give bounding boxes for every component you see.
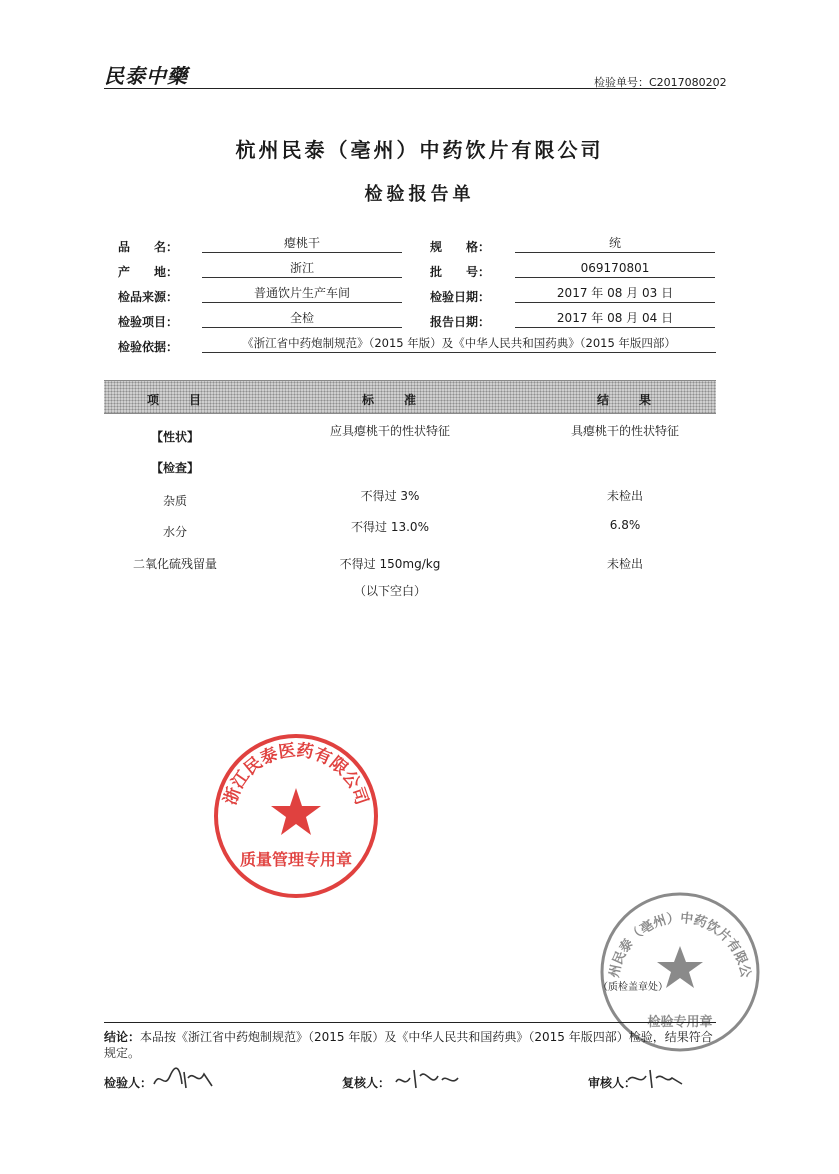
inspection-number: 检验单号：C2017080202 bbox=[594, 76, 727, 89]
row-moisture-standard: 不得过 13.0% bbox=[351, 520, 429, 534]
conclusion-divider bbox=[104, 1022, 716, 1023]
row-impurity-standard: 不得过 3% bbox=[360, 489, 420, 503]
company-logo: 民泰中藥 bbox=[104, 64, 188, 88]
seal-star-icon bbox=[271, 788, 321, 835]
conclusion bbox=[104, 1029, 716, 1061]
reviewer-label: 复核人： bbox=[342, 1076, 391, 1090]
row-appearance-result: 具瘪桃干的性状特征 bbox=[570, 424, 679, 438]
report-title: 检验报告单 bbox=[364, 184, 475, 205]
conclusion-label: 结论： bbox=[104, 1030, 141, 1044]
source-value: 普通饮片生产车间 bbox=[202, 284, 402, 303]
inspector-signature bbox=[150, 1064, 220, 1094]
spec-value: 统 bbox=[515, 234, 715, 253]
reviewer-signature bbox=[392, 1064, 462, 1094]
row-impurity-name: 杂质 bbox=[162, 494, 187, 508]
row-inspection-name: 【检查】 bbox=[150, 461, 199, 475]
row-so2-name: 二氧化硫残留量 bbox=[132, 557, 217, 571]
product-label: 品 名： bbox=[118, 240, 179, 254]
row-appearance-name: 【性状】 bbox=[150, 430, 199, 444]
report-date-label: 报告日期： bbox=[430, 315, 491, 329]
batch-value: 069170801 bbox=[515, 259, 715, 278]
seal-top-text: 浙江民泰医药有限公司 bbox=[220, 740, 372, 808]
source-label: 检品来源： bbox=[118, 290, 179, 304]
quality-seal bbox=[210, 730, 382, 902]
product-value: 瘪桃干 bbox=[202, 234, 402, 253]
origin-label: 产 地： bbox=[118, 265, 179, 279]
inspect-date-value: 2017 年 08 月 03 日 bbox=[515, 284, 715, 303]
blank-note: （以下空白） bbox=[353, 584, 426, 598]
basis-value: 《浙江省中药炮制规范》（2015 年版）及《中华人民共和国药典》（2015 年版四部） bbox=[202, 334, 716, 353]
origin-value: 浙江 bbox=[202, 259, 402, 278]
gray-seal-top-text: 州民泰（亳州）中药饮片有限公 bbox=[607, 911, 753, 980]
approver-label: 审核人： bbox=[588, 1076, 637, 1090]
report-date-value: 2017 年 08 月 04 日 bbox=[515, 309, 715, 328]
row-moisture-name: 水分 bbox=[162, 525, 187, 539]
item-value: 全检 bbox=[202, 309, 402, 328]
item-label: 检验项目： bbox=[118, 315, 179, 329]
inspector-label: 检验人： bbox=[104, 1076, 153, 1090]
row-impurity-result: 未检出 bbox=[606, 489, 643, 503]
column-standard-header: 标 准 bbox=[361, 393, 418, 407]
approver-signature bbox=[624, 1064, 688, 1094]
row-so2-standard: 不得过 150mg/kg bbox=[339, 557, 441, 571]
basis-label: 检验依据： bbox=[118, 340, 179, 354]
company-name: 杭州民泰（亳州）中药饮片有限公司 bbox=[235, 138, 604, 162]
seal-bottom-text: 质量管理专用章 bbox=[239, 850, 353, 869]
gray-seal-bottom-text: 检验专用章 bbox=[647, 1015, 713, 1030]
row-moisture-result: 6.8% bbox=[609, 518, 641, 532]
header-divider bbox=[104, 88, 716, 89]
spec-label: 规 格： bbox=[430, 240, 491, 254]
column-item-header: 项 目 bbox=[146, 393, 203, 407]
column-result-header: 结 果 bbox=[596, 393, 653, 407]
row-so2-result: 未检出 bbox=[606, 557, 643, 571]
row-appearance-standard: 应具瘪桃干的性状特征 bbox=[329, 424, 450, 438]
conclusion-text: 本品按《浙江省中药炮制规范》（2015 年版）及《中华人民共和国药典》（2015 年版四部）检验，结果符合规定。 bbox=[104, 1030, 713, 1060]
stamp-location-note: （质检盖章处） bbox=[598, 982, 668, 993]
batch-label: 批 号： bbox=[430, 265, 491, 279]
inspect-date-label: 检验日期： bbox=[430, 290, 491, 304]
